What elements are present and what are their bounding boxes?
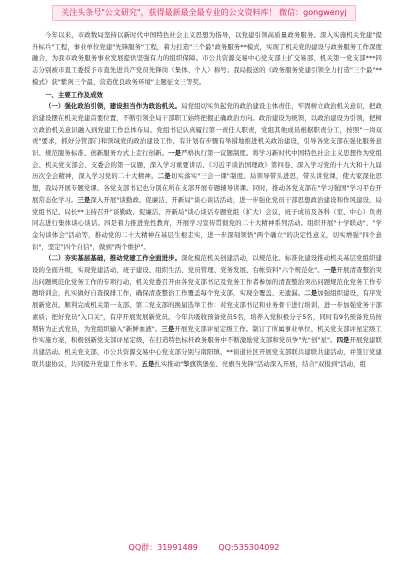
point-one-label: 一是 [168, 149, 182, 158]
section-heading: 一、主要工作及成效 [45, 90, 103, 99]
point-two-label: 二是 [157, 172, 171, 181]
subsection-1-paragraph [32, 101, 382, 253]
qq-number-text: QQ:535304092 [218, 543, 280, 552]
s2-point-one-text: 开展清查整治突出问题规范化党务工作的专项行动，机关党委召开由各党支部书记及党务工作者参加的清查整治突出问题规范化党务工作专题培训会，扎实做好自查摸排工作，确保清查整治工作覆盖每个党支部，实现全覆盖、无遗漏。 [32, 266, 382, 298]
s2-point-two-text: 加强组织建设，有序发展新党员。顺利完成机关第一支部、第二党支部的换届选举工作：对党支部书记和业务骨干进行培训，进一步加强党务干部素质；把好党员"入口关"，有序开展发展新党员。今年共吸收预备党员5名，培养入党积极分子5名，同时有9名预备党员按期转为正式党员，为党组织输入"新鲜血液"。 [32, 289, 382, 333]
document-page [32, 30, 382, 535]
intro-paragraph: 今年以来，市政数局坚持以新时代中国特色社会主义思想为指导，以党建引领高质量政务服务。深入实施机关党建"提升标兵"工程，事业单位党建"先锋服务"工程，着力打造"三个最"政务服务**模式，实现了机关党的建设与政务服务工作深度融合，为我市政务服务事业发展提供坚强有力的组织保障。市公共资源交易中心党支部上扩交易部、机关第一党支部***同志分别被市直工委授予市直先进共产党员先锋岗（集体、个人）称号；我局报送的《政务服务党建引领全力打造"三个最"**模式》获"紫剑三个最，营造优良政务环境"主题征文三等奖。 [32, 31, 382, 86]
s2-point-four-label: 四是 [336, 336, 350, 345]
subsection-2-paragraph [32, 253, 382, 370]
s2-point-two-label: 二是 [304, 289, 318, 298]
subsection-2-text: 深化模范机关创建活动，以规范化、标准化建设推动机关基层党组织建设的全面升级，实现党建活动、班子建设、组织生活、党员管理、党务发展、台帐资料"六个规范化"。 [32, 254, 382, 275]
point-two-text: 切实落实"三会一课"制度。局领导带头进思，带头讲党课，使大家深化思想，我局开展专题党课、各党支部书记也分别在所在支部开展专题辅导讲课。同时，推动各党支部在"学习强国"学习平台开展常态化学习。 [32, 172, 382, 204]
point-three-text: 深入开展"谈勤政、促廉洁、开新局"谈心谈话活动，进一步强化党员干部思想政治建设和作风建设，局党组书记、局长**主持召开"谈勤政、促廉洁、开新局"谈心谈话专题党组（扩大）会议，班子成员及各科（室、中心）负责同志进行集体谈心谈话。四是着力推进党性教育，开展学习宣传贯彻党的二十大精神系列活动。组织开展"十学联动"、"学金句谈体会"活动等，推动党的二十大精神在基层生根走实，进一步深刻领悟"两个确立"的决定性意义，切实增强"四个意识"，坚定"四个自信"，做到"两个维护"。 [32, 195, 382, 251]
point-three-label: 三是 [77, 195, 91, 204]
qq-group-text: QQ群：31991489 [128, 543, 198, 552]
subsection-1-text: 局党组切实负起党的政治建设主体责任，牢固树立政治机关意识，把政治建设摆在机关党建首要位置，不断引领全局干部职工始终把握正确政治方向。政治建设为统领，以政治建设为引领，把树立政治机关意识融入到党建工作总体布局。党组书记认真履行第一责任人职责，党组其他成员根据职责分工，按照"一岗双责"要求，抓好分管部门和领域党的政治建设工作，有计划有步骤有举措地推进机关政治建设，引导各党支部在强化服务意识、规范服务标准、创新服务方式上走行创新。 [32, 102, 382, 158]
s2-point-four-text: 开展党建联共建活动。机关党支部、市公共资源交易中心党支部分别与南阳镇、**街道社区开展党支部联共建联共建活动，并签订党建联共建协议，共同提升党建工作水平。 [32, 336, 382, 368]
s2-point-one-label: 一是 [323, 266, 337, 275]
s2-point-five-label: 五是 [141, 359, 155, 368]
contact-footer [0, 542, 408, 554]
s2-point-three-text: 开展党支部评星定级工作。制订了所属事业单位、机关党支部评星定级工作实施方案，积极创新党支部评星定级，在打造特色标杆政务服务中不断激励党支部和党员争"先"创"星"。 [32, 324, 382, 345]
promo-banner [0, 0, 408, 26]
promo-banner-text: 关注头条号"公文研究"，获得最新最全最专业的公文资料库！ 微信：gongwenyj [52, 5, 356, 21]
point-one-text: 严格执行第一议题制度。将学习新时代中国特色社会主义思想作为党组会、机关党支部会、支委会的第一议题，深入学习重要讲话、《习近平谈治国理政》第四卷、深入学习党的十九大和十九届历次全会精神，深入学习党的二十大精神。 [32, 149, 382, 181]
s2-point-five-text: 扎实推动"擎旗筑堡垒、亮旗当先锋"活动深入开展，结合"双报到"活动，组 [154, 359, 367, 368]
s2-point-three-label: 三是 [161, 324, 175, 333]
subsection-2-title: （二）夯实基层基础，推动党建工作全面进步。 [45, 254, 182, 263]
subsection-1-title: （一）强化政治引领，建设担当作为政治机关。 [45, 102, 182, 111]
